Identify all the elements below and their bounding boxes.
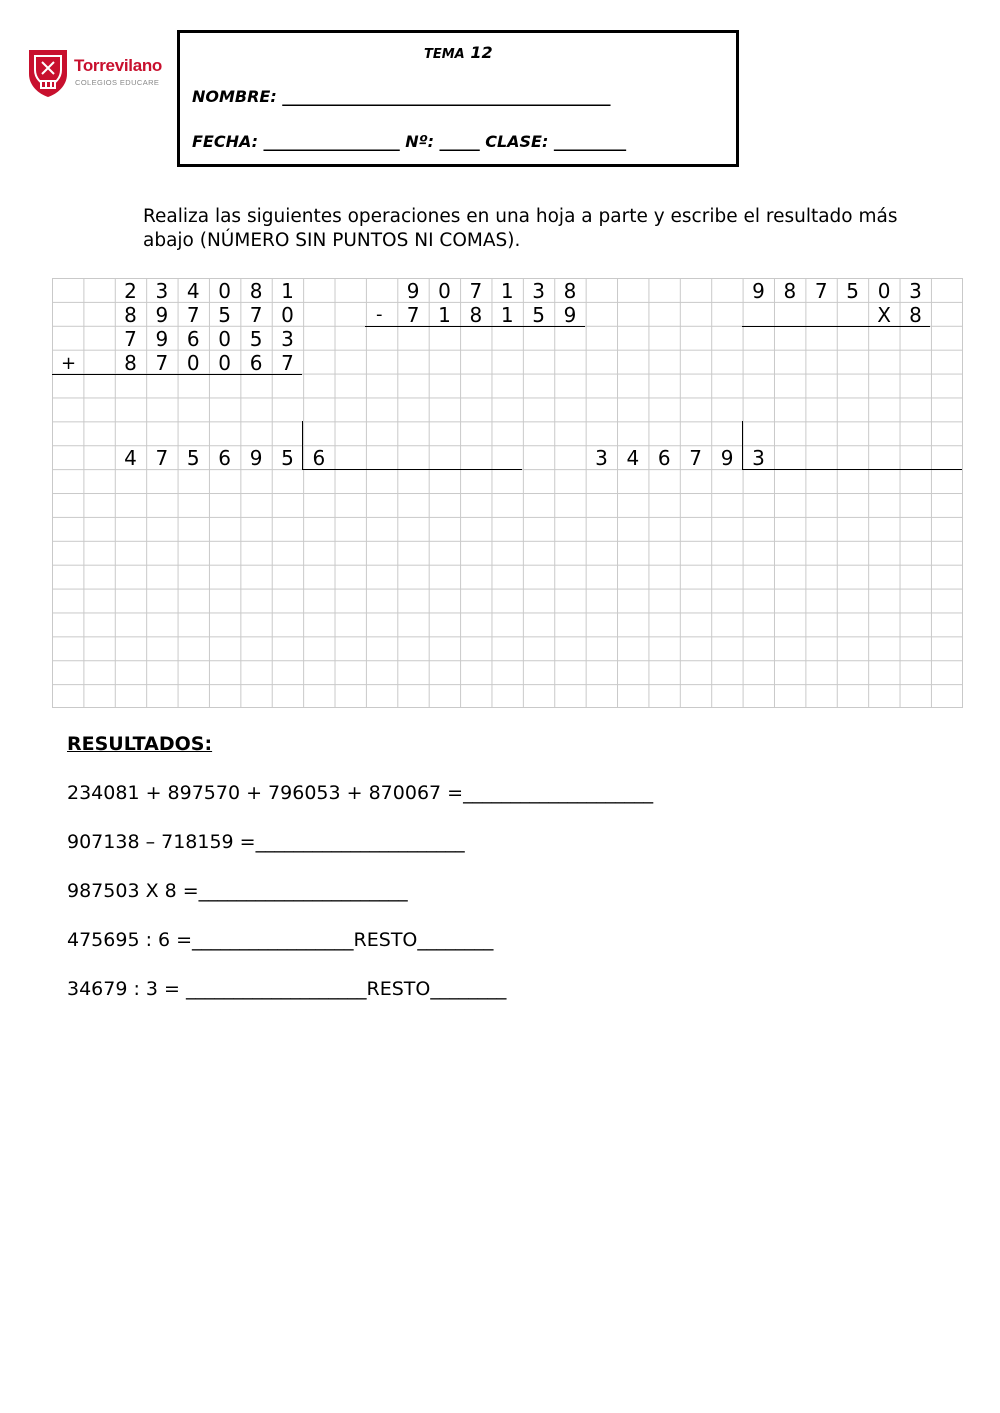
subtraction-line: [365, 326, 585, 327]
digit: 6: [312, 446, 326, 470]
division2-bracket-horizontal: [742, 469, 962, 470]
digit: 2: [124, 279, 137, 303]
digit: 1: [500, 279, 514, 303]
clase-label: CLASE:: [485, 132, 549, 151]
digit: 8: [124, 303, 137, 327]
digit: 0: [218, 327, 232, 351]
digit: 3: [532, 279, 546, 303]
digit: 4: [124, 446, 137, 470]
digit: 5: [281, 446, 294, 470]
digit: 9: [563, 303, 577, 327]
digit: 8: [124, 351, 137, 375]
digit: 7: [249, 303, 263, 327]
multiplication-multiplier: [868, 303, 931, 327]
digit: 6: [249, 351, 263, 375]
digit: 5: [218, 303, 232, 327]
division2-bracket-vertical: [742, 421, 743, 469]
digit: 6: [186, 327, 200, 351]
multiplication-multiplicand: [743, 279, 931, 303]
digit: 3: [281, 327, 294, 351]
shield-icon: [27, 48, 69, 98]
digit: 0: [877, 279, 891, 303]
logo-subtitle: COLEGIOS EDUCARE: [75, 78, 160, 87]
digit: 1: [281, 279, 294, 303]
addition-operator: +: [61, 353, 77, 374]
digit: 6: [218, 446, 232, 470]
header-box: [177, 30, 739, 167]
addition-row-3: [115, 327, 303, 351]
result-line-subtraction[interactable]: 907138 – 718159 =______________________: [67, 831, 465, 853]
tema-heading: [424, 43, 493, 62]
instruction-text: Realiza las siguientes operaciones en una hoja a parte y escribe el resultado más abajo (NÚMERO SIN PUNTOS NI COMAS).: [143, 206, 898, 251]
division2-dividend: [586, 446, 743, 470]
digit: 9: [752, 279, 765, 303]
digit: 0: [281, 303, 294, 327]
digit: 3: [752, 446, 765, 470]
digit: 1: [500, 303, 514, 327]
multiplication-sign: X: [877, 303, 891, 327]
digit: 3: [155, 279, 169, 303]
school-logo: [27, 48, 167, 100]
numero-field[interactable]: _____: [439, 132, 480, 151]
digit: 6: [657, 446, 671, 470]
fecha-label: FECHA:: [192, 132, 259, 151]
fecha-row: [192, 132, 626, 151]
digit: 7: [406, 303, 420, 327]
digit: 7: [155, 446, 169, 470]
subtraction-subtrahend: [397, 303, 585, 327]
digit: 3: [595, 446, 608, 470]
result-line-multiplication[interactable]: 987503 X 8 =______________________: [67, 880, 408, 902]
digit: 5: [846, 279, 860, 303]
tema-number: 12: [470, 43, 493, 62]
result-line-division1[interactable]: 475695 : 6 =_________________RESTO________: [67, 929, 494, 951]
digit: 5: [532, 303, 546, 327]
nombre-field[interactable]: _________________________________________: [282, 87, 611, 106]
digit: 9: [406, 279, 420, 303]
logo-name: Torrevilano: [74, 56, 163, 75]
digit: 9: [249, 446, 263, 470]
digit: 8: [249, 279, 263, 303]
digit: 8: [783, 279, 797, 303]
digit: 4: [186, 279, 200, 303]
digit: 9: [720, 446, 734, 470]
tema-label: TEMA: [424, 47, 465, 62]
digit: 5: [249, 327, 263, 351]
digit: 0: [438, 279, 451, 303]
digit: 7: [689, 446, 703, 470]
digit: 8: [563, 279, 577, 303]
digit: 9: [155, 327, 169, 351]
division1-bracket-horizontal: [302, 469, 522, 470]
digit: 4: [626, 446, 640, 470]
digit: 8: [469, 303, 483, 327]
result-line-addition[interactable]: 234081 + 897570 + 796053 + 870067 =____________________: [67, 782, 654, 804]
digit: 7: [124, 327, 137, 351]
digit: 0: [218, 279, 232, 303]
digit: 3: [909, 279, 922, 303]
division1-bracket-vertical: [302, 421, 303, 469]
result-line-division2[interactable]: 34679 : 3 = ___________________RESTO________: [67, 978, 507, 1000]
digit: 7: [281, 351, 294, 375]
addition-row-4: [115, 351, 303, 375]
subtraction-operator: -: [376, 304, 383, 325]
nombre-row: [192, 87, 610, 106]
digit: 9: [155, 303, 169, 327]
digit: 7: [814, 279, 828, 303]
digit: 7: [155, 351, 169, 375]
division1-dividend: [115, 446, 303, 470]
addition-sum-line: [52, 374, 302, 375]
fecha-field[interactable]: _________________: [263, 132, 400, 151]
digit: 5: [186, 446, 200, 470]
addition-row-2: [115, 303, 303, 327]
results-title: RESULTADOS:: [67, 733, 213, 755]
nombre-label: NOMBRE:: [192, 87, 277, 106]
multiplication-line: [742, 326, 930, 327]
numero-label: Nº:: [405, 132, 435, 151]
digit: 7: [186, 303, 200, 327]
digit: 1: [438, 303, 451, 327]
math-grid: [52, 278, 963, 708]
digit: 7: [469, 279, 483, 303]
division2-divisor: [743, 446, 774, 470]
digit: 0: [218, 351, 232, 375]
subtraction-minuend: [397, 279, 585, 303]
multiplication-multiplier-digit: 8: [909, 303, 922, 327]
clase-field[interactable]: _________: [553, 132, 626, 151]
division1-divisor: [303, 446, 334, 470]
digit: 0: [186, 351, 200, 375]
addition-row-1: [115, 279, 303, 303]
